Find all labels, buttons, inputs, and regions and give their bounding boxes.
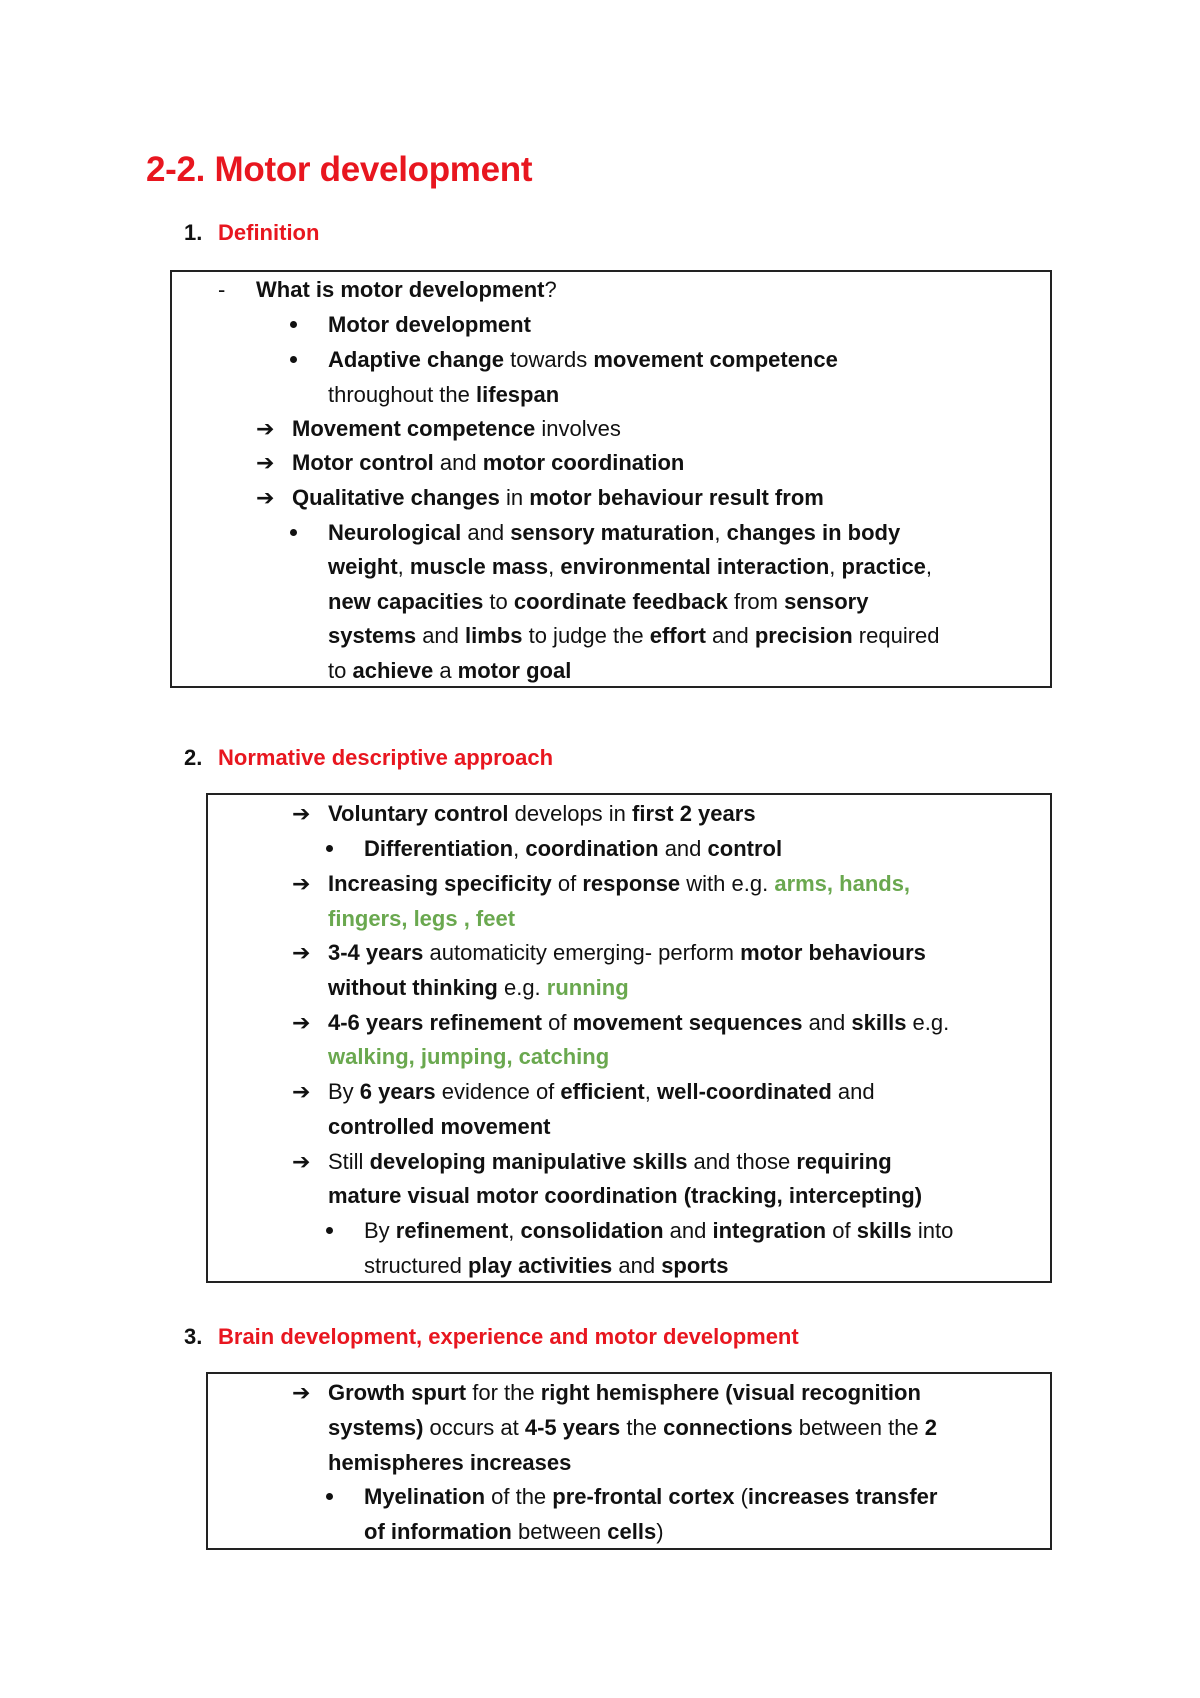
arrow-right-icon: ➔ xyxy=(292,1010,311,1035)
dash-marker: - xyxy=(218,277,226,302)
arrow-right-icon: ➔ xyxy=(292,1079,311,1104)
list-item: walking, jumping, catching xyxy=(328,1044,610,1069)
list-item: ➔ Motor control and motor coordination xyxy=(256,446,684,480)
section-heading-normative xyxy=(184,745,553,771)
section-title: Normative descriptive approach xyxy=(218,745,554,770)
list-item: weight, muscle mass, environmental interaction, practice, xyxy=(328,554,933,579)
list-item: mature visual motor coordination (tracking, intercepting) xyxy=(328,1183,923,1208)
list-item: By refinement, consolidation and integration of skills into xyxy=(326,1214,953,1248)
list-item: ➔ Growth spurt for the right hemisphere (visual recognition xyxy=(292,1376,921,1410)
list-item: structured play activities and sports xyxy=(364,1253,729,1278)
list-item: ➔ Still developing manipulative skills and those requiring xyxy=(292,1145,892,1179)
list-item: ➔ Qualitative changes in motor behaviour result from xyxy=(256,481,824,515)
list-item: - What is motor development? xyxy=(218,273,557,307)
arrow-right-icon: ➔ xyxy=(292,1380,311,1405)
list-item: Myelination of the pre-frontal cortex (increases transfer xyxy=(326,1480,937,1514)
list-item: to achieve a motor goal xyxy=(328,658,572,683)
list-item: Differentiation, coordination and control xyxy=(326,832,782,866)
arrow-right-icon: ➔ xyxy=(256,450,275,475)
page-title: 2-2. Motor development xyxy=(146,150,533,189)
arrow-right-icon: ➔ xyxy=(292,801,311,826)
list-item: systems and limbs to judge the effort and precision required xyxy=(328,623,940,648)
list-item: ➔ By 6 years evidence of efficient, well-coordinated and xyxy=(292,1075,875,1109)
arrow-right-icon: ➔ xyxy=(292,871,311,896)
section-heading-definition xyxy=(184,220,319,246)
list-item: ➔ 3-4 years automaticity emerging- perform motor behaviours xyxy=(292,936,926,970)
section-title: Brain development, experience and motor development xyxy=(218,1324,799,1349)
section-number: 3. xyxy=(184,1324,203,1349)
bullet-icon xyxy=(326,1493,333,1500)
list-item: Neurological and sensory maturation, changes in body xyxy=(290,516,900,550)
list-item: Adaptive change towards movement competence xyxy=(290,343,838,377)
section-title: Definition xyxy=(218,220,320,245)
bullet-icon xyxy=(326,1227,333,1234)
list-item: throughout the lifespan xyxy=(328,382,560,407)
bullet-icon xyxy=(290,356,297,363)
bullet-icon xyxy=(326,845,333,852)
list-item: new capacities to coordinate feedback from sensory xyxy=(328,589,869,614)
section-number: 1. xyxy=(184,220,203,245)
list-item: of information between cells) xyxy=(364,1519,664,1544)
arrow-right-icon: ➔ xyxy=(256,416,275,441)
bullet-icon xyxy=(290,529,297,536)
list-item: fingers, legs , feet xyxy=(328,906,516,931)
list-item: ➔ Voluntary control develops in first 2 years xyxy=(292,797,756,831)
list-item: Motor development xyxy=(290,308,531,342)
list-item: ➔ Movement competence involves xyxy=(256,412,621,446)
arrow-right-icon: ➔ xyxy=(292,940,311,965)
list-item: ➔ Increasing specificity of response with e.g. arms, hands, xyxy=(292,867,910,901)
list-item: ➔ 4-6 years refinement of movement sequences and skills e.g. xyxy=(292,1006,949,1040)
list-item: systems) occurs at 4-5 years the connections between the 2 xyxy=(328,1415,938,1440)
list-item: controlled movement xyxy=(328,1114,551,1139)
section-heading-brain xyxy=(184,1324,799,1350)
section-number: 2. xyxy=(184,745,203,770)
list-item: without thinking e.g. running xyxy=(328,975,629,1000)
list-item: hemispheres increases xyxy=(328,1450,572,1475)
arrow-right-icon: ➔ xyxy=(292,1149,311,1174)
bullet-icon xyxy=(290,321,297,328)
arrow-right-icon: ➔ xyxy=(256,485,275,510)
